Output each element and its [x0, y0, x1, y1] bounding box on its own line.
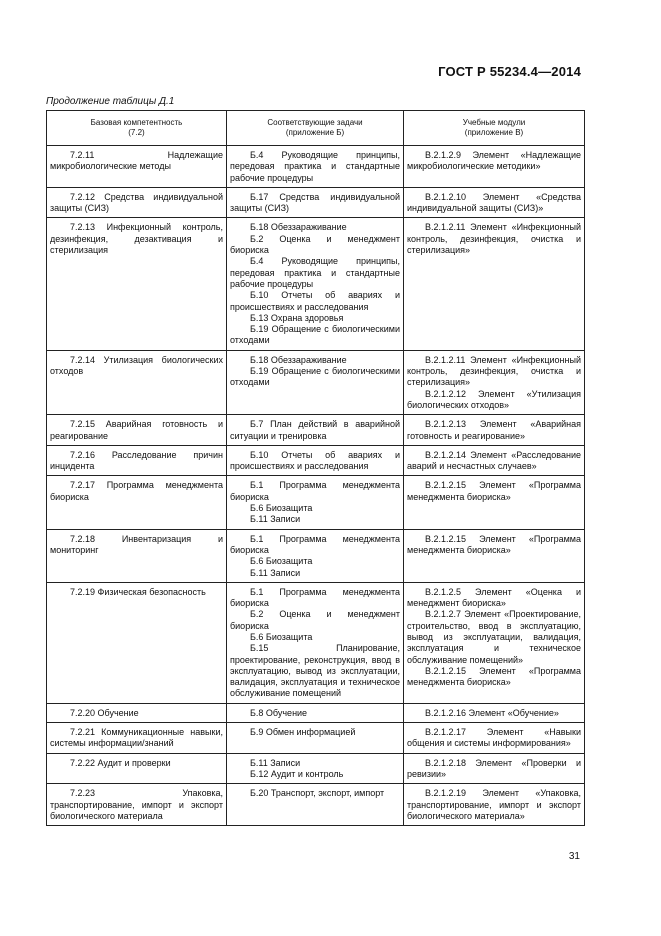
cell-line: В.2.1.2.17 Элемент «Навыки общения и системы информирования»: [407, 727, 581, 749]
table-row: [47, 784, 585, 826]
cell-line: В.2.1.2.10 Элемент «Средства индивидуальной защиты (СИЗ)»: [407, 191, 581, 214]
table-row: [47, 529, 585, 582]
cell-line: Б.9 Обмен информацией: [250, 727, 356, 738]
header-text: (7.2): [128, 128, 145, 137]
table-row: [47, 753, 585, 784]
cell-line: 7.2.15 Аварийная готовность и реагирование: [50, 419, 223, 441]
modules-cell: [404, 753, 585, 784]
competence-cell: [47, 784, 227, 826]
competence-cell: [47, 350, 227, 414]
cell-line: Б.1 Программа менеджмента биориска: [230, 480, 400, 502]
cell-line: Б.18 Обеззараживание: [250, 222, 347, 233]
table-caption: Продолжение таблицы Д.1: [46, 96, 175, 107]
header-text: Учебные модули: [462, 118, 526, 127]
cell-line: В.2.1.2.9 Элемент «Надлежащие микробиологические методики»: [407, 150, 581, 172]
modules-cell: [404, 445, 585, 476]
modules-cell: [404, 703, 585, 722]
competence-cell: [47, 582, 227, 703]
cell-line: В.2.1.2.7 Элемент «Проектирование, строительство, ввод в эксплуатацию, вывод из эксплуатации, валидация, эксплуатация и техническое обслуживание помещений»: [407, 609, 581, 665]
table-row: [47, 187, 585, 218]
header-cell-competence: [47, 111, 227, 146]
table-header-row: [47, 111, 585, 146]
cell-line: 7.2.20 Обучение: [70, 707, 139, 718]
cell-line: Б.18 Обеззараживание: [250, 354, 347, 365]
cell-line: Б.10 Отчеты об авариях и происшествиях и расследования: [230, 449, 400, 472]
tasks-cell: [227, 445, 404, 476]
modules-cell: [404, 350, 585, 414]
cell-line: Б.17 Средства индивидуальной защиты (СИЗ): [230, 191, 400, 214]
modules-cell: [404, 415, 585, 446]
cell-line: В.2.1.2.13 Элемент «Аварийная готовность и реагирование»: [407, 419, 581, 441]
modules-cell: [404, 187, 585, 218]
modules-cell: [404, 529, 585, 582]
cell-line: Б.8 Обучение: [250, 707, 308, 718]
cell-line: Б.1 Программа менеджмента биориска: [230, 533, 400, 555]
cell-line: 7.2.16 Расследование причин инцидента: [50, 449, 223, 472]
cell-line: В.2.1.2.11 Элемент «Инфекционный контроль, дезинфекция, очистка и стерилизация»: [407, 222, 581, 256]
cell-line: Б.20 Транспорт, экспорт, импорт: [250, 788, 385, 799]
tasks-cell: [227, 146, 404, 188]
tasks-cell: [227, 476, 404, 529]
cell-line: 7.2.17 Программа менеджмента биориска: [50, 480, 223, 502]
table-row: [47, 146, 585, 188]
cell-line: Б.19 Обращение с биологическими отходами: [230, 366, 400, 388]
cell-line: 7.2.18 Инвентаризация и мониторинг: [50, 533, 223, 555]
tasks-cell: [227, 582, 404, 703]
cell-line: 7.2.14 Утилизация биологических отходов: [50, 354, 223, 377]
tasks-cell: [227, 723, 404, 754]
cell-line: Б.6 Биозащита: [250, 503, 313, 514]
cell-line: В.2.1.2.19 Элемент «Упаковка, транспортирование, импорт и экспорт биологического материала»: [407, 788, 581, 821]
cell-line: 7.2.21 Коммуникационные навыки, системы информации/знаний: [50, 727, 223, 749]
modules-cell: [404, 146, 585, 188]
cell-line: В.2.1.2.5 Элемент «Оценка и менеджмент биориска»: [407, 586, 581, 609]
competence-cell: [47, 703, 227, 722]
table-row: [47, 415, 585, 446]
modules-cell: [404, 582, 585, 703]
competence-cell: [47, 146, 227, 188]
tasks-cell: [227, 753, 404, 784]
competence-cell: [47, 753, 227, 784]
cell-line: В.2.1.2.11 Элемент «Инфекционный контроль, дезинфекция, очистка и стерилизация»: [407, 354, 581, 388]
cell-line: В.2.1.2.15 Элемент «Программа менеджмента биориска»: [407, 533, 581, 555]
cell-line: 7.2.12 Средства индивидуальной защиты (СИЗ): [50, 191, 223, 214]
competence-cell: [47, 529, 227, 582]
competence-cell: [47, 218, 227, 350]
tasks-cell: [227, 415, 404, 446]
cell-line: Б.19 Обращение с биологическими отходами: [230, 324, 400, 346]
header-text: Базовая компетентность: [90, 118, 183, 127]
cell-line: Б.2 Оценка и менеджмент биориска: [230, 609, 400, 631]
page-number: 31: [568, 851, 580, 862]
competence-cell: [47, 445, 227, 476]
cell-line: 7.2.22 Аудит и проверки: [70, 757, 171, 768]
cell-line: 7.2.11 Надлежащие микробиологические методы: [50, 150, 223, 172]
competence-table: [46, 110, 585, 826]
header-cell-modules: [404, 111, 585, 146]
table-row: [47, 723, 585, 754]
tasks-cell: [227, 529, 404, 582]
table-row: [47, 703, 585, 722]
tasks-cell: [227, 187, 404, 218]
competence-cell: [47, 415, 227, 446]
competence-cell: [47, 476, 227, 529]
modules-cell: [404, 784, 585, 826]
header-text: (приложение Б): [285, 128, 345, 137]
table-row: [47, 218, 585, 350]
modules-cell: [404, 476, 585, 529]
tasks-cell: [227, 784, 404, 826]
cell-line: Б.6 Биозащита: [250, 556, 313, 567]
table-row: [47, 476, 585, 529]
modules-cell: [404, 723, 585, 754]
cell-line: В.2.1.2.14 Элемент «Расследование аварий и несчастных случаев»: [407, 449, 581, 472]
tasks-cell: [227, 218, 404, 350]
table-row: [47, 582, 585, 703]
table-row: [47, 445, 585, 476]
cell-line: Б.2 Оценка и менеджмент биориска: [230, 233, 400, 256]
cell-line: 7.2.13 Инфекционный контроль, дезинфекция, дезактивация и стерилизация: [50, 222, 223, 256]
cell-line: В.2.1.2.18 Элемент «Проверки и ревизии»: [407, 757, 581, 779]
cell-line: 7.2.23 Упаковка, транспортирование, импорт и экспорт биологического материала: [50, 788, 223, 821]
cell-line: Б.15 Планирование, проектирование, реконструкция, ввод в эксплуатацию, вывод из эксплуатации, валидация, эксплуатация и техническое обслуживание помещений: [230, 643, 400, 699]
cell-line: В.2.1.2.15 Элемент «Программа менеджмента биориска»: [407, 665, 581, 688]
cell-line: В.2.1.2.15 Элемент «Программа менеджмента биориска»: [407, 480, 581, 502]
tasks-cell: [227, 703, 404, 722]
header-cell-tasks: [227, 111, 404, 146]
standard-designation: ГОСТ Р 55234.4—2014: [438, 64, 581, 79]
cell-line: В.2.1.2.16 Элемент «Обучение»: [425, 707, 559, 718]
cell-line: Б.12 Аудит и контроль: [250, 768, 344, 779]
cell-line: Б.13 Охрана здоровья: [250, 312, 344, 323]
cell-line: Б.1 Программа менеджмента биориска: [230, 586, 400, 609]
cell-line: Б.4 Руководящие принципы, передовая практика и стандартные рабочие процедуры: [230, 150, 400, 183]
tasks-cell: [227, 350, 404, 414]
competence-cell: [47, 187, 227, 218]
cell-line: Б.7 План действий в аварийной ситуации и тренировка: [230, 419, 400, 441]
cell-line: Б.6 Биозащита: [250, 631, 313, 642]
cell-line: В.2.1.2.12 Элемент «Утилизация биологических отходов»: [407, 388, 581, 410]
competence-cell: [47, 723, 227, 754]
modules-cell: [404, 218, 585, 350]
cell-line: 7.2.19 Физическая безопасность: [70, 586, 206, 597]
cell-line: Б.4 Руководящие принципы, передовая практика и стандартные рабочие процедуры: [230, 256, 400, 289]
cell-line: Б.10 Отчеты об авариях и происшествиях и расследования: [230, 290, 400, 312]
cell-line: Б.11 Записи: [250, 567, 301, 578]
header-text: Соответствующие задачи: [267, 118, 363, 127]
table-row: [47, 350, 585, 414]
cell-line: Б.11 Записи: [250, 757, 301, 768]
header-text: (приложение В): [464, 128, 524, 137]
cell-line: Б.11 Записи: [250, 514, 301, 525]
